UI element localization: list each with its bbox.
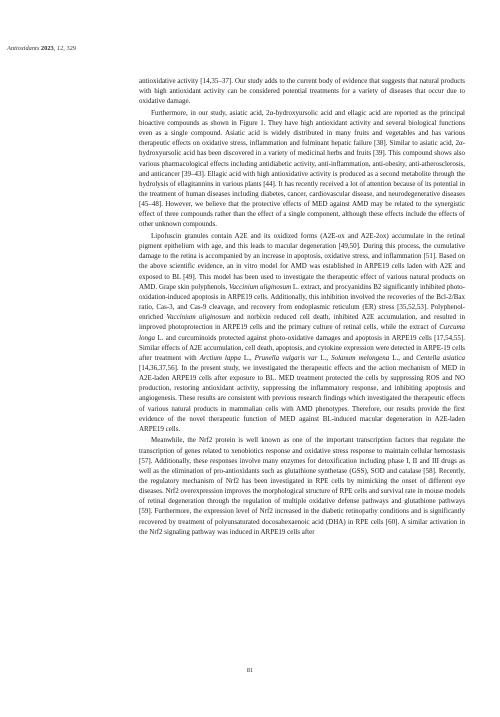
paragraph-text: Meanwhile, the Nrf2 protein is well known as one of the important transcription factors that regulate the transcription of genes related to xenobiotics response and oxidative stress response to maintain cellular hemostasis [57]. Additionally, these responses involve many enzymes for detoxification including phase I, II and III drugs as well as the elimination of pro-antioxidants such as glutathione synthetase (GSS), SOD and catalase [58]. Recently, the regulatory mechanism of Nrf2 has been investigated in RPE cells by mimicking the onset of different eye diseases. Nrf2 overexpression improves the morphological structure of RPE cells and survival rate in mouse models of retinal degeneration through the regulation of multiple oxidative defense pathways and glutathione pathways [59]. Furthermore, the expression level of Nrf2 increased in the diabetic retinopathy conditions and is significantly recovered by treatment of polyunsaturated docosahexaenoic acid (DHA) in RPE cells [60]. A similar activation in the Nrf2 signaling pathway was induced in ARPE19 cells after bbox=[139, 436, 465, 536]
species-name: Prunella vulgaris var bbox=[254, 353, 318, 362]
body-paragraph bbox=[139, 76, 465, 106]
paragraph-text: L. and curcuminoids protected against photo-oxidative damages and apoptosis in ARPE19 cells [17,54,55]. Similar effects of A2E accumulation, cell death, apoptosis, and cytokine expression were detected in ARPE-19 cells after treatment with bbox=[139, 333, 465, 362]
journal-year: 2023 bbox=[40, 45, 54, 52]
page-number: 81 bbox=[246, 667, 254, 674]
paragraph-text: and norbixin reduced cell death, inhibited A2E accumulation, and resulted in improved photoprotection in ARPE19 cells and the primary culture of retinal cells, while the extract of bbox=[139, 313, 465, 332]
paragraph-text: L., bbox=[317, 353, 332, 362]
paragraph-text: L. extract, and procyanidins B2 significantly inhibited photo-oxidation-induced apoptosis in ARPE19 cells. Additionally, this inhibition involved the recoveries of the Bcl-2/Bax ratio, Cas-3, and Cas-9 cleavage, and recovery from endoplasmic reticulum (ER) stress [35,52,53]. Polyphenol-enriched bbox=[139, 282, 465, 322]
article-number: 329 bbox=[66, 45, 77, 52]
body-paragraph bbox=[139, 435, 465, 537]
species-name: Solanum melongena bbox=[331, 353, 390, 362]
journal-volume: 12 bbox=[56, 45, 64, 52]
paragraph-text: Furthermore, in our study, asiatic acid, 2α-hydroxyursolic acid and ellagic acid are reported as the principal bioactive compounds as shown in Figure 1. They have high antioxidant activity and several biological functions even as a single compound. Asiatic acid is widely distributed in many fruits and vegetables and has various therapeutic effects on oxidative stress, inflammation and fulminant hepatic failure [38]. Similar to asiatic acid, 2α-hydroxyursolic acid has been discovered in a variety of medicinal herbs and fruits [39]. This compound shows also various pharmacological effects including antidiabetic activity, anti-inflammation, anti-obesity, anti-atherosclerosis, and anticancer [39–43]. Ellagic acid with high antioxidative activity is produced as a second metabolite through the hydrolysis of ellagitannins in various plants [44]. It has recently received a lot of attention because of its potential in the treatment of human diseases including diabetes, cancer, cardiovascular disease, and neurodegenerative diseases [45–48]. However, we believe that the protective effects of MED against AMD may be related to the synergistic effect of three compounds rather than the effect of a single component, although these effects include the effects of other unknown compounds. bbox=[139, 108, 465, 229]
header-separator: , bbox=[63, 45, 67, 52]
journal-name: Antioxidants bbox=[7, 45, 40, 52]
article-body bbox=[139, 76, 465, 538]
body-paragraph bbox=[139, 231, 465, 434]
species-name: Vaccinium uliginosum bbox=[229, 282, 292, 291]
species-name: Centella asiatica bbox=[416, 353, 465, 362]
header-separator: , bbox=[53, 45, 57, 52]
species-name: Vaccinium uliginosum bbox=[166, 313, 231, 322]
species-name: Curcuma longa bbox=[139, 323, 465, 342]
paragraph-text: antioxidative activity [14,35–37]. Our study adds to the current body of evidence that suggests that natural products with high antioxidant activity can be considered potential treatments for a variety of diseases that occur due to oxidative damage. bbox=[139, 77, 465, 106]
paragraph-text: Lipofuscin granules contain A2E and its oxidized forms (A2E-ox and A2E-2ox) accumulate in the retinal pigment epithelium with age, and this leads to macular degeneration [49,50]. During this process, the cumulative damage to the retina is accompanied by an increase in apoptosis, oxidative stress, and inflammation [51]. Based on the above scientific evidence, an in vitro model for AMD was established in ARPE19 cells laden with A2E and exposed to BL [49]. This model has been used to investigate the therapeutic effect of various natural products on AMD. Grape skin polyphenols, bbox=[139, 231, 465, 291]
paragraph-text: L., bbox=[240, 353, 255, 362]
running-header bbox=[7, 45, 76, 52]
paragraph-text: [14,36,37,56]. In the present study, we investigated the therapeutic effects and the action mechanism of MED in A2E-laden ARPE19 cells after exposure to BL. MED treatment protected the cells by suppressing ROS and NO production, restoring antioxidant activity, suppressing the inflammatory response, and inhibiting apoptosis and angiogenesis. These results are consistent with previous research findings which investigated the therapeutic effects of various natural products in mammalian cells with AMD phenotypes. Therefore, our results provide the first evidence of the novel therapeutic function of MED against BL-induced macular degeneration in A2E-laden ARPE19 cells. bbox=[139, 363, 465, 433]
paragraph-text: L., and bbox=[389, 353, 417, 362]
species-name: Arctium lappa bbox=[199, 353, 241, 362]
body-paragraph bbox=[139, 108, 465, 230]
